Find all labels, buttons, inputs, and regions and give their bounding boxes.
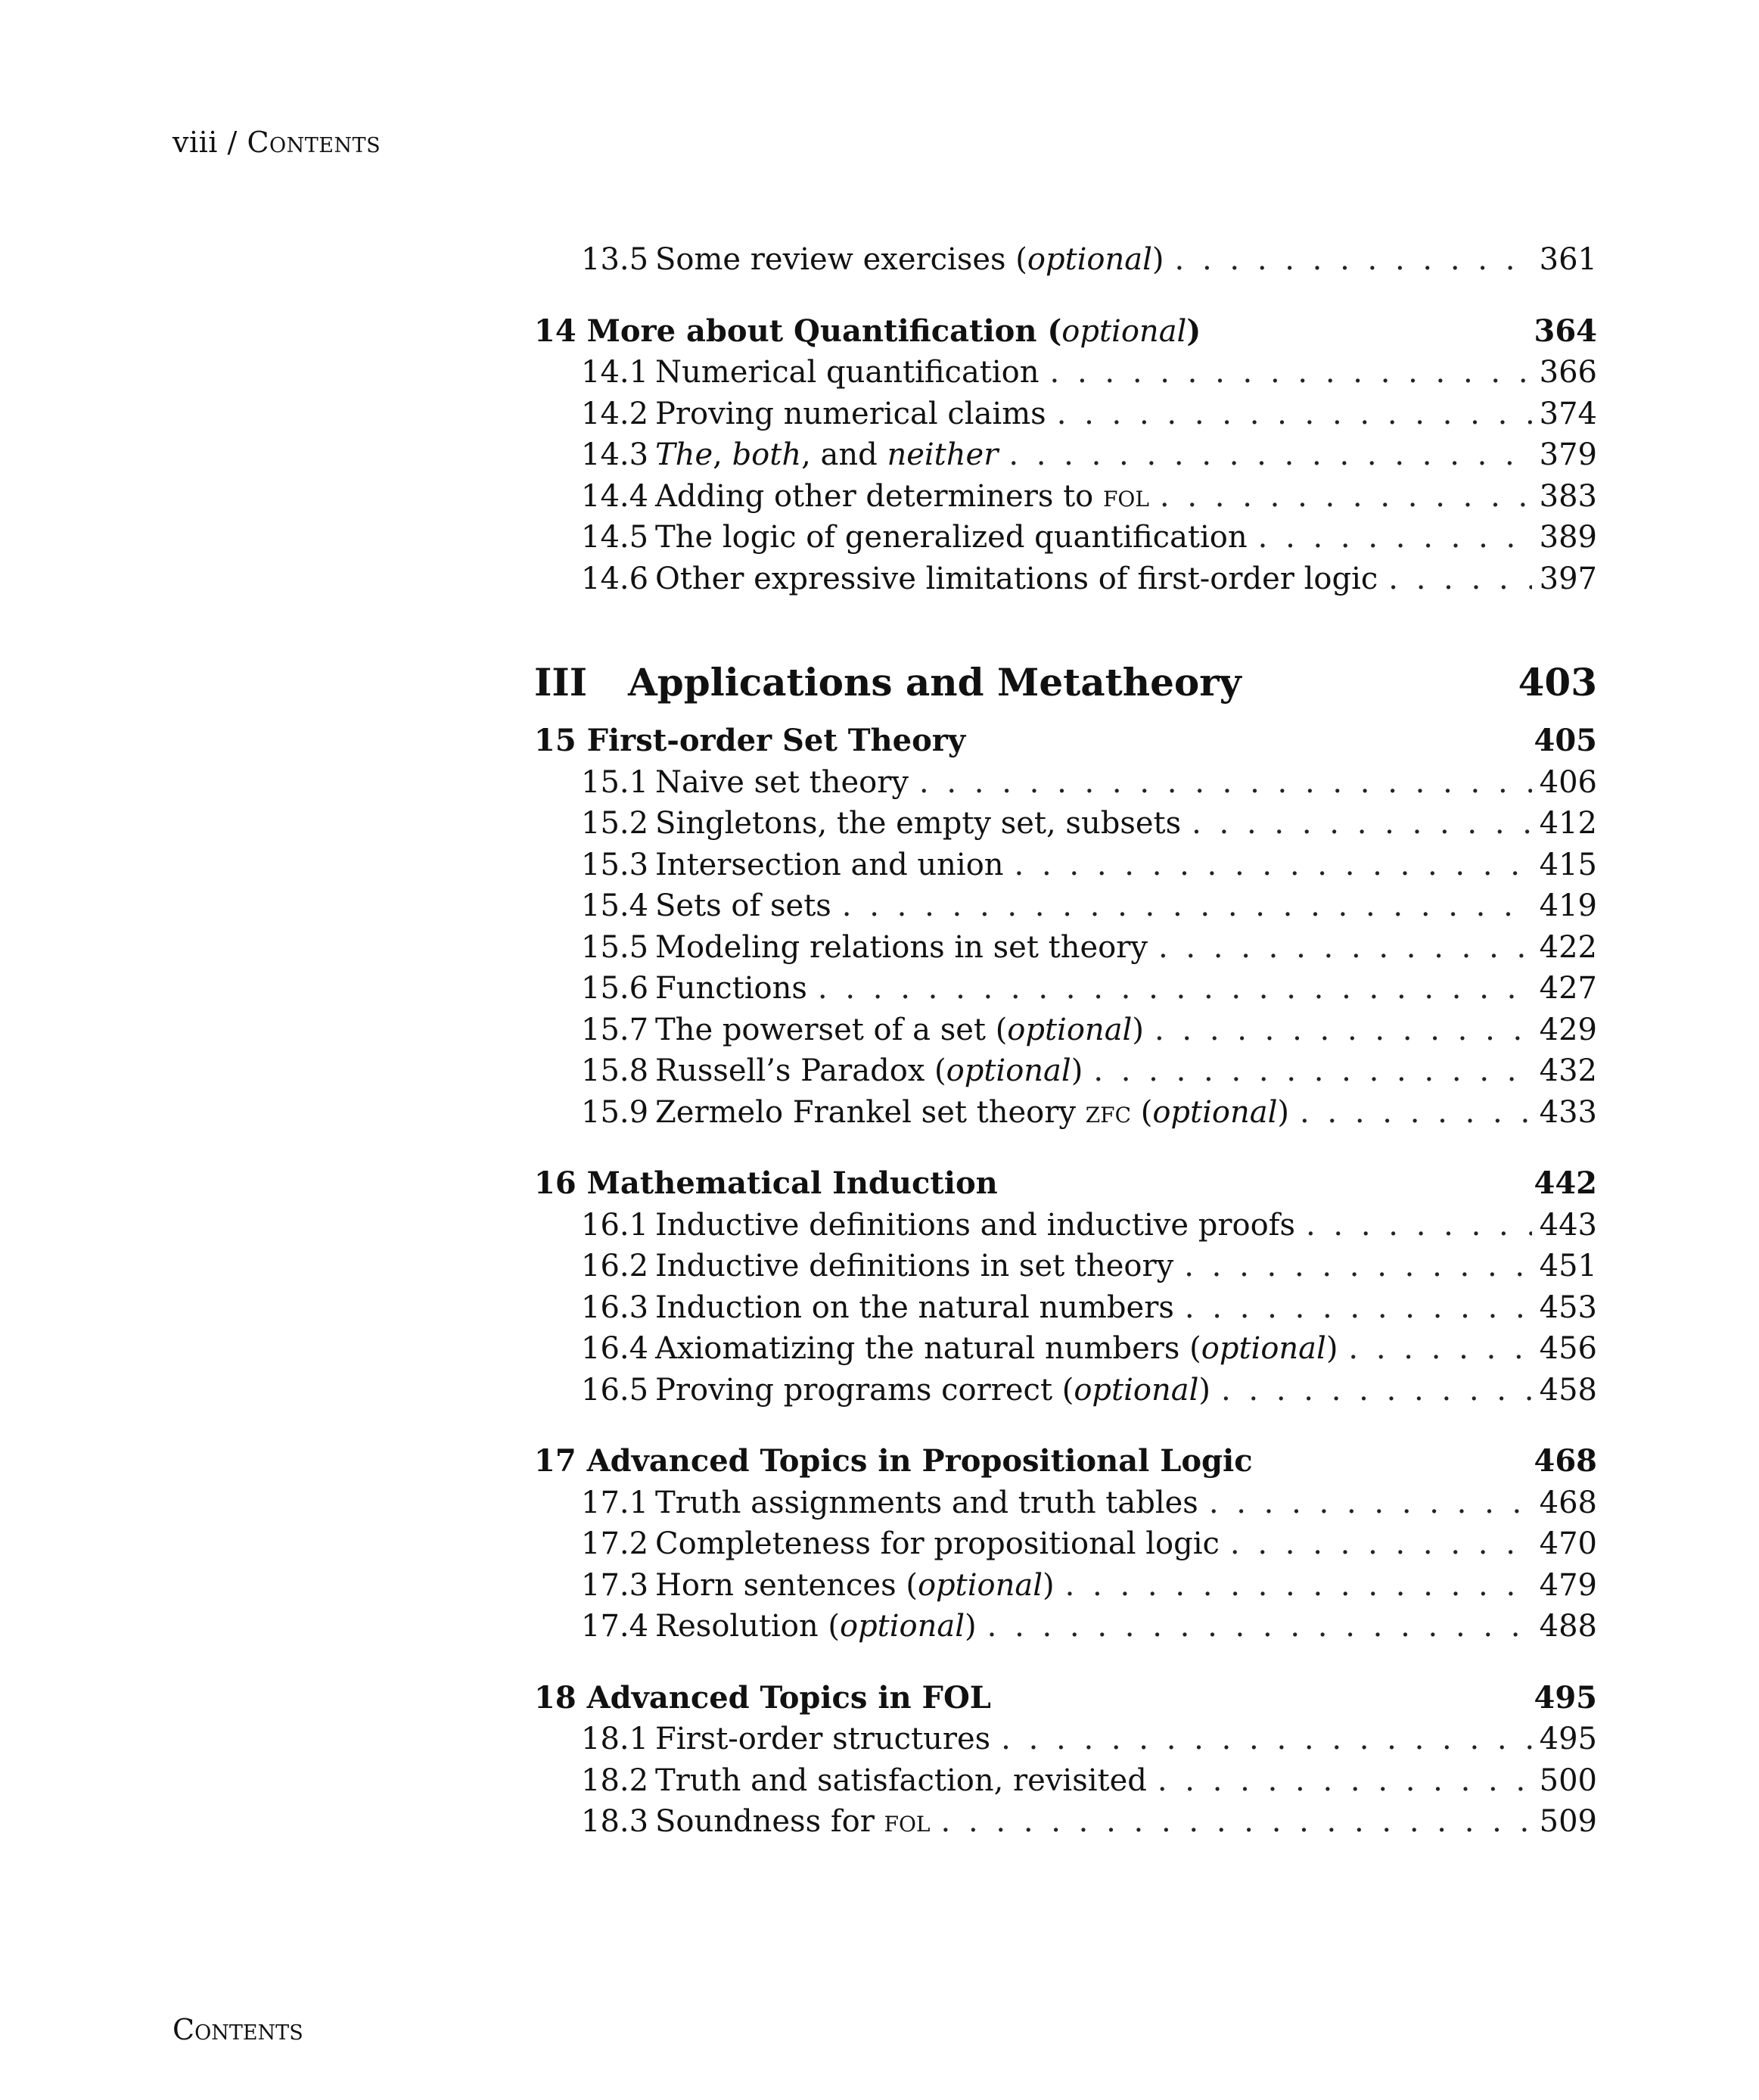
section-title: Singletons, the empty set, subsets [655,806,1182,841]
page-number: 451 [1539,1249,1597,1283]
toc-entry-16-3[interactable] [534,1287,1597,1329]
dot-leader [1192,803,1532,845]
page-number: 415 [1539,847,1597,882]
section-title: Inductive definitions in set theory [655,1249,1174,1283]
dot-leader [1258,517,1532,558]
dot-leader [1209,1482,1532,1524]
section-title: Functions [655,971,807,1006]
page-number: 383 [1539,478,1597,514]
section-number: 16.5 [581,1372,649,1408]
dot-leader [1348,1328,1531,1370]
toc-entry-14-3[interactable] [534,434,1597,476]
toc-chapter-18[interactable] [534,1678,1597,1719]
running-head [172,126,381,159]
section-number: 16.2 [581,1249,649,1283]
toc-chapter-17[interactable] [534,1441,1597,1482]
toc-entry-15-6[interactable] [534,968,1597,1010]
section-number: 18.3 [581,1804,649,1839]
section-title: Naive set theory [655,764,909,800]
section-title: Adding other determiners to fol [655,478,1149,514]
dot-leader [1185,1287,1532,1329]
page-number: 379 [1539,437,1597,472]
chapter-title: 14 More about Quantification (optional) [534,313,1201,349]
dot-leader [1057,394,1532,435]
toc-entry-15-5[interactable] [534,927,1597,969]
section-title: Horn sentences (optional) [655,1567,1055,1603]
page-number: 422 [1539,929,1597,965]
dot-leader [1184,1246,1531,1287]
section-title: Other expressive limitations of first-order logic [655,561,1378,596]
page-number: 405 [1534,723,1597,758]
toc-entry-14-1[interactable] [534,352,1597,394]
section-number: 16.1 [581,1207,649,1243]
dot-leader [1160,476,1532,518]
toc-entry-15-7[interactable] [534,1010,1597,1051]
section-number: 15.7 [581,1012,649,1047]
page-number: 389 [1539,520,1597,555]
page-number: 412 [1539,806,1597,841]
section-number: 17.4 [581,1609,649,1644]
dot-leader [1306,1205,1532,1246]
section-number: 17.3 [581,1567,649,1603]
dot-leader [1050,352,1532,394]
dot-leader [941,1801,1532,1843]
toc-entry-16-1[interactable] [534,1205,1597,1246]
page-number: 500 [1539,1762,1597,1798]
dot-leader [1008,434,1531,476]
section-title: The logic of generalized quantification [655,520,1248,555]
section-title: Modeling relations in set theory [655,929,1148,965]
page-number: 468 [1534,1443,1597,1479]
dot-leader [1221,1370,1532,1411]
page-number: 458 [1539,1372,1597,1408]
toc-entry-17-2[interactable] [534,1523,1597,1565]
dot-leader [987,1606,1532,1647]
toc-entry-15-9[interactable] [534,1092,1597,1134]
page-number: 366 [1539,355,1597,390]
section-title: Completeness for propositional logic [655,1526,1220,1561]
section-title: Sets of sets [655,888,831,923]
dot-leader [1158,927,1532,969]
toc-entry-17-3[interactable] [534,1565,1597,1607]
section-number: 14.3 [581,437,649,472]
toc-entry-16-2[interactable] [534,1246,1597,1287]
section-title: First-order structures [655,1722,991,1756]
section-number: 14.4 [581,478,649,514]
page-number: 470 [1539,1526,1597,1561]
dot-leader [1300,1092,1532,1134]
page-number: 433 [1539,1094,1597,1130]
dot-leader [1093,1050,1531,1092]
page-number: 509 [1539,1804,1597,1839]
page-number: 495 [1539,1722,1597,1756]
part-number: III [534,660,588,705]
section-title: The powerset of a set (optional) [655,1012,1144,1047]
section-title: Proving numerical claims [655,396,1046,431]
chapter-title: 18 Advanced Topics in FOL [534,1679,991,1716]
page-number: 427 [1539,971,1597,1006]
section-number: 15.9 [581,1094,649,1130]
page-number: 456 [1539,1331,1597,1366]
chapter-title: 16 Mathematical Induction [534,1165,998,1201]
section-number: 18.1 [581,1722,649,1756]
dot-leader [842,885,1532,927]
section-number: 15.2 [581,806,649,841]
toc-entry-13-5[interactable] [534,239,1597,281]
dot-leader [1158,1760,1532,1802]
section-number: 14.1 [581,355,649,390]
toc-entry-15-8[interactable] [534,1050,1597,1092]
section-number: 16.4 [581,1331,649,1366]
dot-leader [1015,845,1532,886]
page-number: 479 [1539,1567,1597,1603]
toc-part-3[interactable] [534,652,1597,713]
page-number: 429 [1539,1012,1597,1047]
section-number: 14.5 [581,520,649,555]
dot-leader [1001,1719,1531,1760]
dot-leader [1175,239,1532,281]
section-title: Induction on the natural numbers [655,1290,1174,1325]
dot-leader [818,968,1532,1010]
section-title: The, both, and neither [655,437,999,472]
toc-chapter-14[interactable] [534,311,1597,353]
section-number: 13.5 [581,242,649,277]
header-separator: / [227,126,238,159]
table-of-contents [534,239,1597,1843]
toc-chapter-15[interactable] [534,720,1597,762]
page-number: 432 [1539,1053,1597,1088]
section-title: Intersection and union [655,847,1004,882]
toc-entry-15-2[interactable] [534,803,1597,845]
section-number: 15.6 [581,971,649,1006]
header-page-number: viii [172,126,218,159]
chapter-title: 17 Advanced Topics in Propositional Logic [534,1443,1253,1479]
toc-entry-15-4[interactable] [534,885,1597,927]
section-number: 15.4 [581,888,649,923]
section-number: 17.1 [581,1485,649,1520]
page-number: 406 [1539,764,1597,800]
toc-entry-17-1[interactable] [534,1482,1597,1524]
page-number: 361 [1539,242,1597,277]
section-title: Truth and satisfaction, revisited [655,1762,1147,1798]
toc-chapter-16[interactable] [534,1163,1597,1205]
section-number: 14.6 [581,561,649,596]
part-title: Applications and Metatheory [628,660,1242,705]
running-foot: Contents [172,2013,303,2046]
page-number: 443 [1539,1207,1597,1243]
header-section: Contents [247,126,381,159]
section-title: Numerical quantification [655,355,1040,390]
toc-entry-14-4[interactable] [534,476,1597,518]
section-number: 14.2 [581,396,649,431]
toc-entry-14-6[interactable] [534,558,1597,600]
toc-entry-14-2[interactable] [534,394,1597,435]
page-number: 397 [1539,561,1597,596]
dot-leader [1065,1565,1532,1607]
page-number: 453 [1539,1290,1597,1325]
section-title: Soundness for fol [655,1804,931,1839]
toc-entry-17-4[interactable] [534,1606,1597,1647]
page-number: 364 [1534,313,1597,349]
section-title: Truth assignments and truth tables [655,1485,1198,1520]
section-title: Proving programs correct (optional) [655,1372,1210,1408]
toc-entry-16-4[interactable] [534,1328,1597,1370]
section-number: 17.2 [581,1526,649,1561]
toc-entry-15-1[interactable] [534,762,1597,804]
page-number: 442 [1534,1165,1597,1201]
page-number: 495 [1534,1679,1597,1716]
toc-entry-18-2[interactable] [534,1760,1597,1802]
toc-entry-14-5[interactable] [534,517,1597,558]
section-number: 18.2 [581,1762,649,1798]
toc-entry-15-3[interactable] [534,845,1597,886]
page-number: 468 [1539,1485,1597,1520]
section-title: Zermelo Frankel set theory zfc (optional) [655,1094,1289,1130]
toc-entry-16-5[interactable] [534,1370,1597,1411]
section-number: 15.5 [581,929,649,965]
dot-leader [1388,558,1531,600]
section-number: 15.8 [581,1053,649,1088]
page-number: 419 [1539,888,1597,923]
page-number: 403 [1518,660,1597,705]
section-title: Inductive definitions and inductive proofs [655,1207,1295,1243]
toc-entry-18-1[interactable] [534,1719,1597,1760]
section-number: 15.3 [581,847,649,882]
section-number: 15.1 [581,764,649,800]
toc-entry-18-3[interactable] [534,1801,1597,1843]
dot-leader [919,762,1532,804]
section-title: Resolution (optional) [655,1609,977,1644]
section-title: Axiomatizing the natural numbers (optional) [655,1331,1338,1366]
page-number: 488 [1539,1609,1597,1644]
section-number: 16.3 [581,1290,649,1325]
page-number: 374 [1539,396,1597,431]
dot-leader [1155,1010,1532,1051]
section-title: Russell’s Paradox (optional) [655,1053,1083,1088]
chapter-title: 15 First-order Set Theory [534,723,966,758]
dot-leader [1230,1523,1532,1565]
section-title: Some review exercises (optional) [655,242,1164,277]
